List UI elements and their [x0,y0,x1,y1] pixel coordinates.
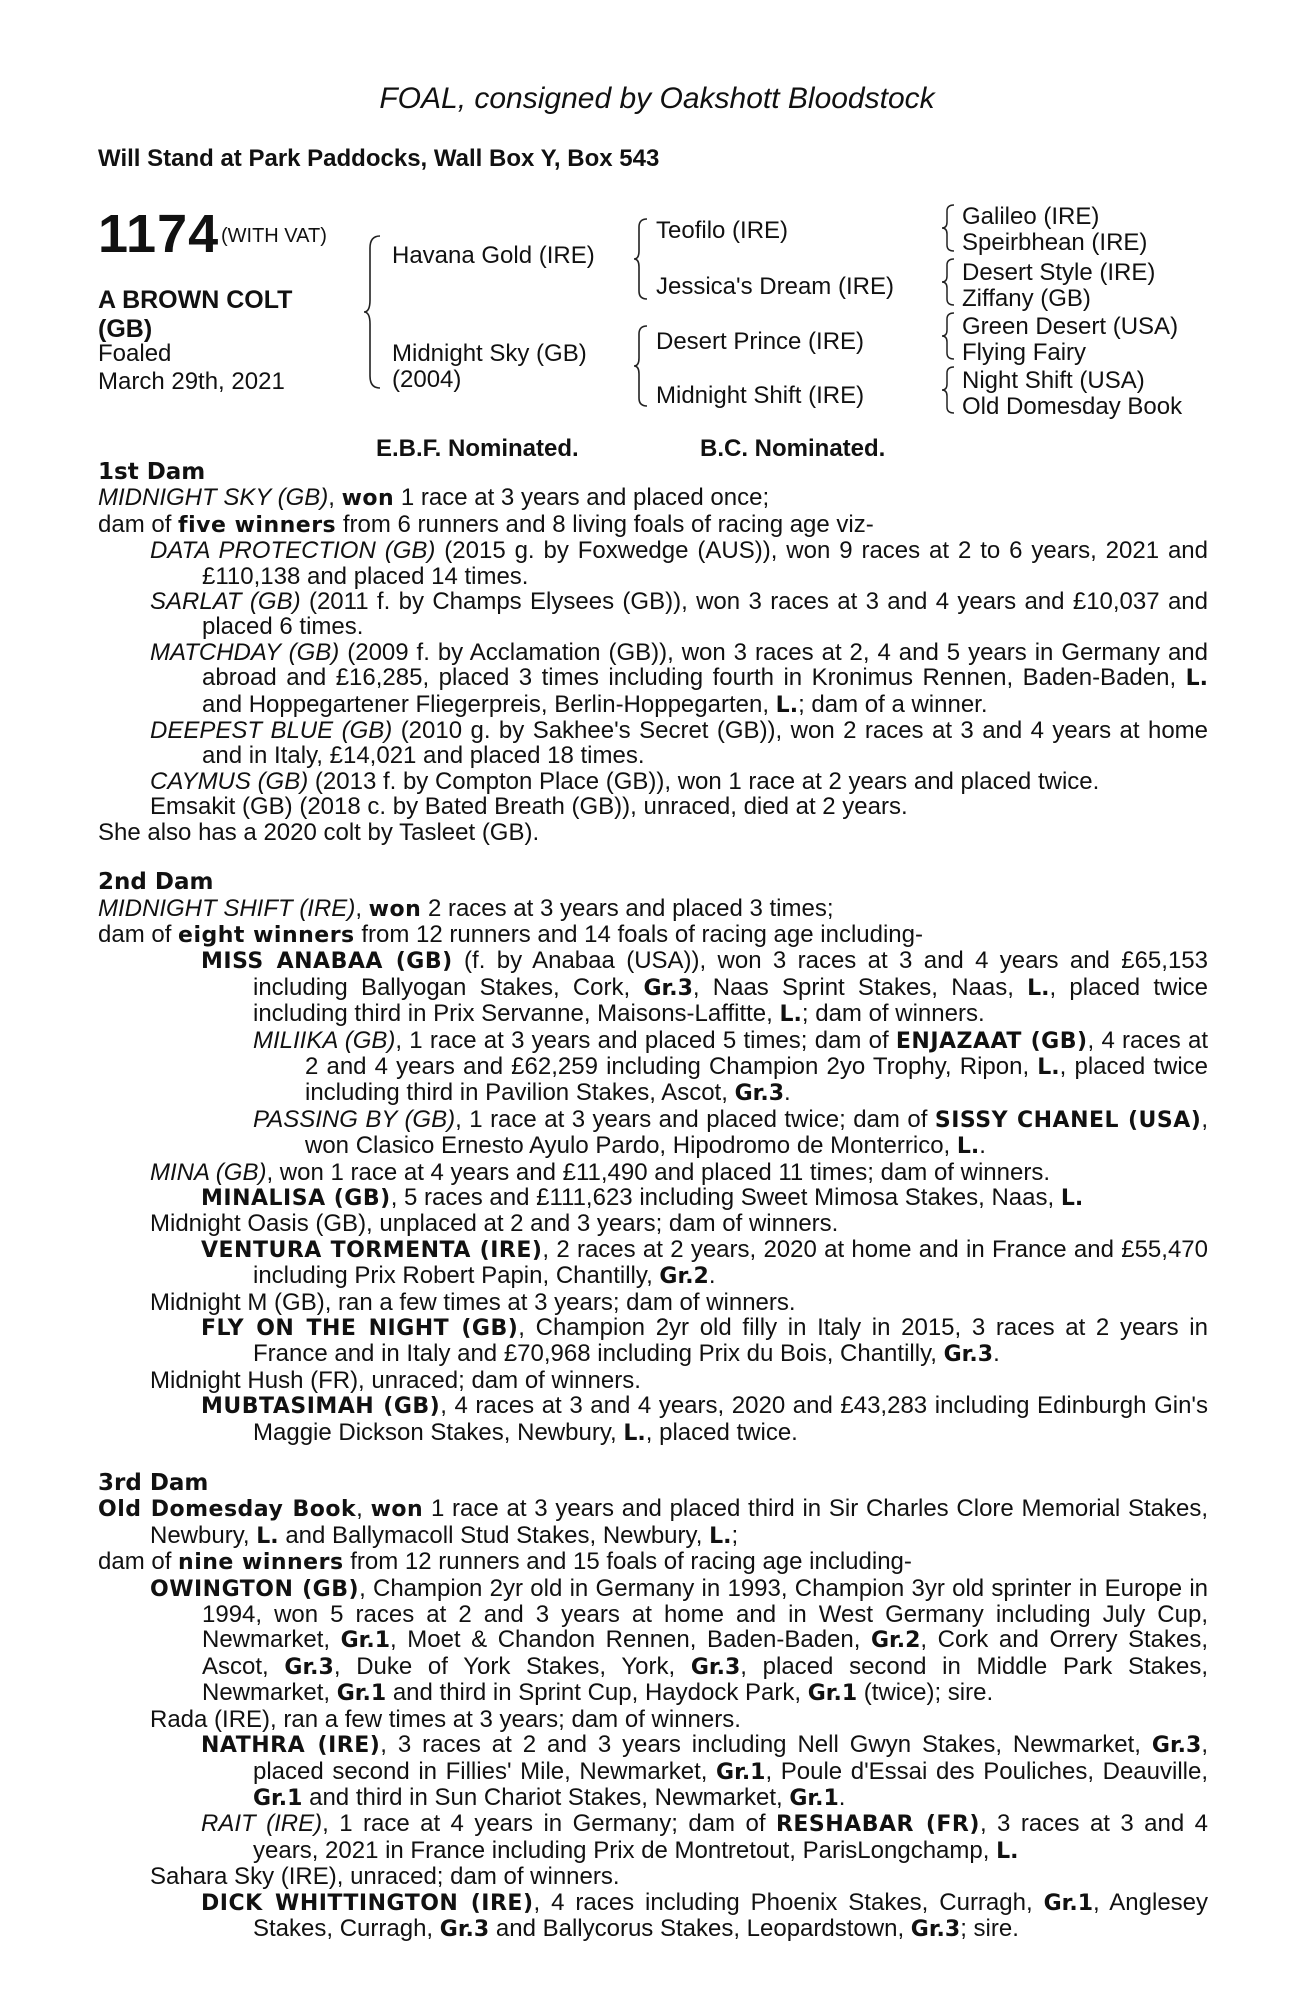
produce-entry [98,1368,1208,1393]
entry-text: Rada (IRE), ran a few times at 3 years; dam of winners. [150,1705,741,1733]
ancestor-desert-style: Desert Style (IRE) [962,259,1156,286]
intro-text: 1 race at 3 years and placed third in Sir Charles Clore Memorial Stakes, Newbury, [150,1495,1208,1549]
entry-text: . [979,1132,986,1160]
second-dam-produce-summary [98,922,1208,948]
entry-text: and Ballycorus Stakes, Leopardstown, [495,1914,905,1942]
horse-name: CAYMUS (GB) [150,767,309,795]
group-label: Gr.1 [716,1759,766,1785]
intro-text: and Ballymacoll Stud Stakes, Newbury, [285,1521,703,1549]
group-label: Gr.3 [943,1342,994,1368]
entry-text: , placed twice including third in Prix Servanne, Maisons-Laffitte, [253,973,1209,1028]
produce-entry [98,1864,1208,1889]
produce-entry [98,1811,1208,1864]
entry-text: , Poule d'Essai des Pouliches, Deauville, [765,1757,1208,1785]
foaled-label: Foaled [98,340,172,367]
produce-entry [98,1237,1208,1290]
group-label: Gr.3 [643,975,693,1001]
entry-text: , 4 races including Phoenix Stakes, Curragh, [533,1888,1033,1916]
first-dam-produce-summary [98,512,1208,538]
second-dam-heading: 2nd Dam [98,869,214,896]
entry-text: , 4 races at 2 and 4 years and £62,259 including Champion 2yo Trophy, Ripon, [305,1026,1208,1080]
entry-text: . [784,1079,791,1107]
produce-entry [98,1211,1208,1236]
horse-name: RAIT (IRE) [201,1810,323,1838]
entry-text: (2009 f. by Acclamation (GB)), won 3 races at 2, 4 and 5 years in Germany and abroad and £16,285, placed 3 times including fourth in Kronimus Rennen, Baden-Baden, [202,638,1208,692]
entry-text: , 4 races at 3 and 4 years, 2020 and £43,283 including Edinburgh Gin's Maggie Dickson Stakes, Newbury, [253,1392,1208,1446]
horse-name: MATCHDAY (GB) [150,638,340,666]
pedigree-brace-g3-2 [940,256,958,308]
text: dam of [98,1548,172,1576]
entry-text: , Duke of York Stakes, York, [333,1652,676,1680]
entry-text: , won 1 race at 4 years and £11,490 and placed 11 times; dam of winners. [266,1158,1051,1186]
first-dam-intro: MIDNIGHT SKY (GB), won 1 race at 3 years and placed once; [98,484,770,512]
produce-entry [98,1576,1208,1707]
horse-name: FLY ON THE NIGHT (GB) [201,1316,519,1341]
group-label: Gr.3 [734,1081,785,1107]
ancestor-flying-fairy: Flying Fairy [962,339,1087,366]
entry-text: , placed twice including third in Pavilion Stakes, Ascot, [305,1052,1209,1107]
section-gap [98,1446,1208,1471]
third-dam-produce-summary [98,1549,1208,1575]
ancestor-speirbhean: Speirbhean (IRE) [962,229,1148,256]
pedigree-brace-g3-4 [940,364,958,416]
entry-text: , 3 races at 2 and 3 years including Nell Gwyn Stakes, Newmarket, [380,1731,1141,1759]
ancestor-old-domesday-book: Old Domesday Book [962,393,1183,420]
text: from 12 runners and 14 foals of racing age including- [361,920,923,948]
entry-text: , placed second in Fillies' Mile, Newmarket, [253,1731,1208,1785]
group-label: Gr.3 [439,1916,490,1942]
group-label: Gr.1 [340,1628,391,1654]
produce-entry [98,769,1208,794]
listed-label: L. [1037,1054,1060,1080]
foaled-date: March 29th, 2021 [98,368,285,395]
sire-sire: Teofilo (IRE) [656,217,789,244]
entry-text: . [838,1783,846,1811]
entry-text: , Moet & Chandon Rennen, Baden-Baden, [390,1626,861,1654]
listed-label: L. [1027,975,1050,1001]
produce-entry [98,538,1208,589]
entry-text: , placed second in Middle Park Stakes, Newmarket, [202,1652,1209,1707]
third-dam-intro: Old Domesday Book, won 1 race at 3 years and placed third in Sir Charles Clore Memorial Stakes, Newbury, L. and Ballymacoll Stud Stakes, Newbury, L.; [98,1495,1208,1549]
dam-year: (2004) [392,366,462,393]
third-dam-heading: 3rd Dam [98,1470,209,1497]
entry-text: (2010 g. by Sakhee's Secret (GB)), won 2 races at 3 and 4 years at home and in Italy, £14,021 and placed 18 times. [202,717,1209,770]
third-dam-section [98,1471,1208,1942]
group-label: Gr.2 [870,1628,921,1654]
horse-name: VENTURA TORMENTA (IRE) [201,1237,543,1263]
produce-entry [98,1732,1208,1811]
entry-text: , won Clasico Ernesto Ayulo Pardo, Hipodromo de Monterrico, [305,1105,1209,1160]
catalogue-body [98,460,1208,1942]
horse-name: DEEPEST BLUE (GB) [150,717,393,745]
produce-entry [98,1707,1208,1732]
entry-text: , Naas Sprint Stakes, Naas, [692,973,1014,1001]
winners-count: nine winners [178,1550,344,1576]
entry-text: and third in Sprint Cup, Haydock Park, [392,1679,802,1707]
dam-name: Old Domesday Book [98,1497,357,1523]
horse-name: MILIIKA (GB) [253,1026,396,1054]
first-dam-also: She also has a 2020 colt by Tasleet (GB). [98,818,540,846]
dam: Midnight Sky (GB) [392,340,587,367]
ancestor-galileo: Galileo (IRE) [962,203,1100,230]
sire-dam: Jessica's Dream (IRE) [656,273,894,300]
entry-text: and third in Sun Chariot Stakes, Newmarket, [309,1783,783,1811]
listed-label: L. [1185,666,1208,692]
entry-text: , 3 races at 3 and 4 years, 2021 in France including Prix de Montretout, ParisLongchamp, [253,1810,1208,1864]
produce-entry [98,1160,1208,1185]
dam-dam: Midnight Shift (IRE) [656,382,865,409]
produce-entry [98,794,1208,819]
entry-text: ; dam of a winner. [798,690,988,718]
lot-number: 1174 [98,204,220,264]
horse-name: OWINGTON (GB) [150,1576,360,1602]
text: dam of [98,510,172,538]
listed-label: L. [709,1523,732,1549]
group-label: Gr.1 [789,1785,839,1811]
consignor-line: FOAL, consigned by Oakshott Bloodstock [379,82,935,115]
group-label: Gr.1 [253,1785,303,1811]
second-dam-section [98,870,1208,1446]
won-label: won [370,1497,424,1523]
listed-label: L. [775,692,799,718]
second-dam-intro: MIDNIGHT SHIFT (IRE), won 2 races at 3 years and placed 3 times; [98,894,834,922]
entry-text: ; dam of winners. [801,1000,985,1028]
entry-text: . [993,1340,1000,1368]
entry-text: , placed twice. [645,1418,798,1446]
horse-name: PASSING BY (GB) [253,1105,456,1133]
ancestor-ziffany: Ziffany (GB) [962,285,1091,312]
horse-name: MINA (GB) [150,1158,267,1186]
text: dam of [98,920,172,948]
produce-entry [98,1315,1208,1368]
entry-text: (2015 g. by Foxwedge (AUS)), won 9 races at 2 to 6 years, 2021 and £110,138 and placed 14 times. [202,537,1208,590]
horse-name: DATA PROTECTION (GB) [150,537,436,565]
horse-name: RESHABAR (FR) [775,1812,980,1838]
entry-text: , 1 race at 3 years and placed 5 times; dam of [395,1026,889,1054]
group-label: Gr.3 [690,1654,741,1680]
produce-entry [98,1393,1208,1446]
group-label: Gr.3 [284,1654,334,1680]
produce-entry [98,589,1208,640]
entry-text: Midnight Hush (FR), unraced; dam of winners. [150,1366,641,1394]
entry-text: ; sire. [960,1914,1019,1942]
intro-text: ; [731,1521,739,1549]
first-dam-heading: 1st Dam [98,459,206,485]
text: from 12 runners and 15 foals of racing age including- [350,1548,912,1576]
dam-name: MIDNIGHT SKY (GB) [98,484,329,512]
group-label: Gr.3 [910,1916,961,1942]
horse-name: NATHRA (IRE) [201,1733,381,1759]
entry-text: , Cork and Orrery Stakes, Ascot, [202,1626,1209,1680]
pedigree-brace-dam [632,322,652,410]
section-gap [98,845,1208,870]
pedigree-brace-main [362,232,386,392]
entry-text: and Hoppegartener Fliegerpreis, Berlin-Hoppegarten, [202,690,769,718]
listed-label: L. [256,1523,279,1549]
produce-entry [98,718,1208,769]
produce-entry [98,1890,1208,1943]
produce-entry [98,948,1208,1027]
stand-location: Will Stand at Park Paddocks, Wall Box Y, Box 543 [98,145,660,172]
produce-entry [98,640,1208,718]
group-label: Gr.2 [659,1264,709,1290]
entry-text: (2013 f. by Compton Place (GB)), won 1 race at 2 years and placed twice. [314,767,1100,795]
horse-name: DICK WHITTINGTON (IRE) [201,1890,534,1916]
listed-label: L. [779,1002,802,1028]
group-label: Gr.1 [1043,1890,1094,1916]
dam-sire: Desert Prince (IRE) [656,328,865,355]
entry-text: , Champion 2yr old in Germany in 1993, Champion 3yr old sprinter in Europe in 1994, won 5 races at 2 and 3 years at home and in West Germany including July Cup, Newmarket, [202,1574,1208,1654]
entry-text: , 1 race at 3 years and placed twice; dam of [455,1105,928,1133]
entry-text: , Champion 2yr old filly in Italy in 2015, 3 races at 2 years in France and in Italy and £70,968 including Prix du Bois, Chantilly, [253,1314,1208,1368]
horse-name: SARLAT (GB) [150,588,301,616]
lot-description: A BROWN COLT (GB) [98,286,293,343]
listed-label: L. [996,1838,1019,1864]
first-dam-section [98,460,1208,845]
entry-text: , 5 races and £111,623 including Sweet Mimosa Stakes, Naas, [390,1183,1055,1211]
vat-note: (WITH VAT) [221,225,327,247]
ancestor-green-desert: Green Desert (USA) [962,313,1179,340]
entry-text: Sahara Sky (IRE), unraced; dam of winners. [150,1863,620,1891]
produce-entry [98,1028,1208,1107]
horse-name: MISS ANABAA (GB) [201,949,453,975]
group-label: Gr.1 [807,1681,858,1707]
winners-count: eight winners [178,922,355,948]
group-label: Gr.3 [1151,1733,1202,1759]
ebf-nomination: E.B.F. Nominated. [376,435,579,462]
intro-text: 2 races at 3 years and placed 3 times; [427,894,834,922]
foaled-info [98,340,285,396]
listed-label: L. [956,1134,980,1160]
entry-text: (f. by Anabaa (USA)), won 3 races at 3 and 4 years and £65,153 including Ballyogan Stakes, Cork, [253,947,1208,1001]
listed-label: L. [1060,1185,1084,1211]
entry-text: , 1 race at 4 years in Germany; dam of [322,1810,766,1838]
horse-name: ENJAZAAT (GB) [895,1028,1088,1054]
bc-nomination: B.C. Nominated. [700,435,886,462]
entry-text: (2011 f. by Champs Elysees (GB)), won 3 races at 3 and 4 years and £10,037 and placed 6 times. [202,588,1208,641]
text: from 6 runners and 8 living foals of racing age viz- [342,510,874,538]
horse-name: MINALISA (GB) [201,1185,391,1211]
produce-entry [98,1185,1208,1211]
pedigree-brace-g3-1 [940,202,958,254]
entry-text: Midnight Oasis (GB), unplaced at 2 and 3 years; dam of winners. [150,1210,839,1238]
entry-text: (twice); sire. [863,1679,994,1707]
pedigree-brace-sire [632,215,652,303]
won-label: won [368,896,422,922]
produce-entry [98,1290,1208,1315]
ancestor-night-shift: Night Shift (USA) [962,367,1145,394]
entry-text: , 2 races at 2 years, 2020 at home and in France and £55,470 including Prix Robert Papin, Chantilly, [253,1235,1208,1290]
entry-text: Emsakit (GB) (2018 c. by Bated Breath (GB)), unraced, died at 2 years. [150,793,908,821]
group-label: Gr.1 [336,1681,387,1707]
listed-label: L. [623,1420,646,1446]
entry-text: Midnight M (GB), ran a few times at 3 years; dam of winners. [150,1288,796,1316]
produce-entry [98,1107,1208,1160]
entry-text: . [708,1262,716,1290]
dam-name: MIDNIGHT SHIFT (IRE) [98,894,356,922]
horse-name: MUBTASIMAH (GB) [201,1394,441,1420]
entry-text: , Anglesey Stakes, Curragh, [253,1888,1209,1942]
intro-text: 1 race at 3 years and placed once; [400,484,770,512]
sire: Havana Gold (IRE) [392,242,595,269]
pedigree-brace-g3-3 [940,310,958,362]
horse-name: SISSY CHANEL (USA) [934,1107,1202,1133]
winners-count: five winners [178,512,337,538]
won-label: won [341,486,395,512]
